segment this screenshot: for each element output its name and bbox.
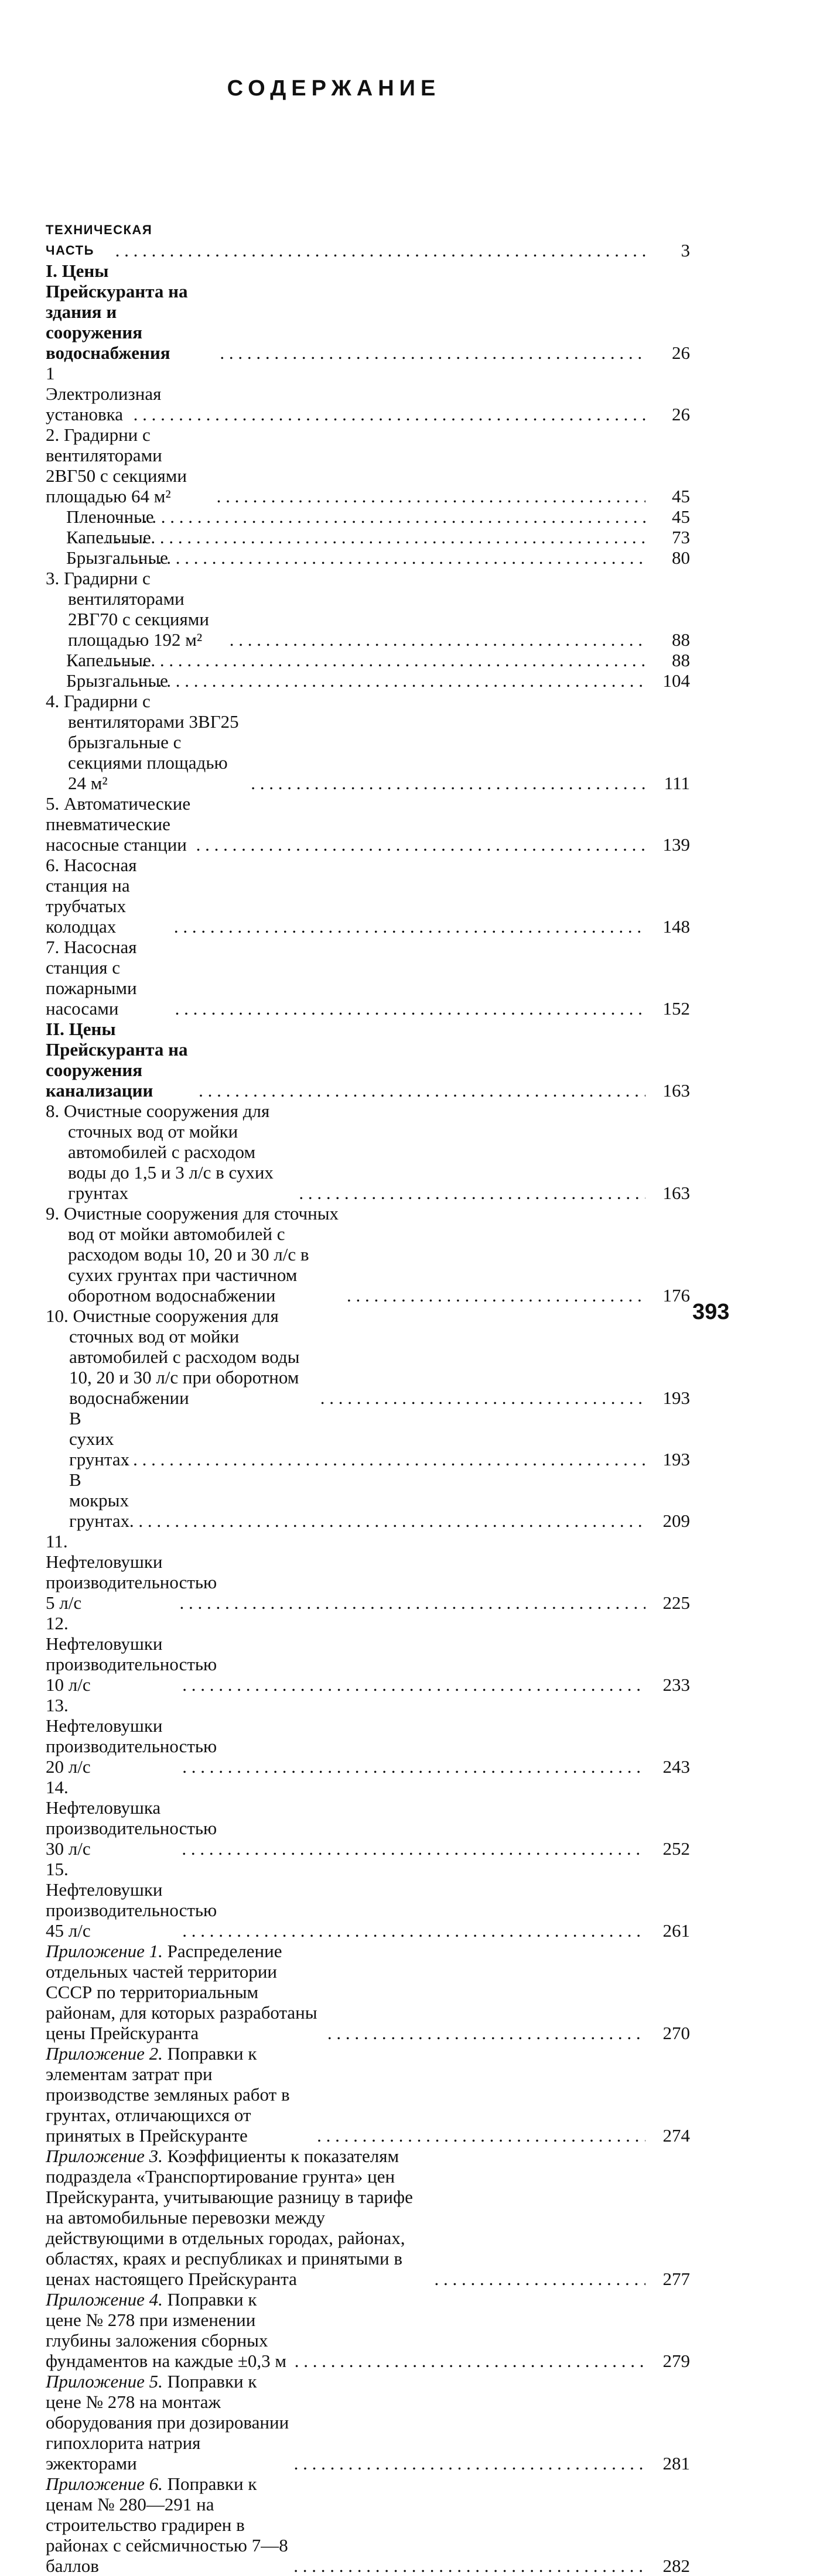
toc-entry-text [66, 506, 154, 527]
toc-entry-text [46, 2474, 290, 2576]
toc-entry-text [46, 1695, 217, 1777]
toc-entry-page: 233 [662, 1674, 690, 1695]
toc-entry-title: ТЕХНИЧЕСКАЯ ЧАСТЬ [46, 222, 153, 258]
toc-entry-title: 8. Очистные сооружения для сточных вод от мойки автомобилей с расходом воды до 1,5 и 3 л/с в сухих грунтах [46, 1101, 274, 1203]
dot-leader [115, 240, 645, 261]
toc-entry [46, 2043, 690, 2146]
toc-entry [46, 547, 690, 568]
toc-entry-page: 45 [672, 506, 690, 527]
toc-entry [46, 1019, 690, 1101]
dot-leader [134, 404, 645, 424]
dot-leader [293, 2556, 645, 2576]
toc-entry [46, 2289, 690, 2371]
toc-entry-page: 209 [662, 1510, 690, 1531]
toc-entry-title: I. Цены Прейскуранта на здания и сооружения водоснабжения [46, 261, 188, 363]
appendix-label: Приложение 3. [46, 2146, 163, 2166]
page-number: 393 [692, 1300, 730, 1324]
toc-entry-title: Капельные [66, 527, 151, 547]
dot-leader [182, 1674, 645, 1695]
toc-entry-title: В мокрых грунтах [69, 1469, 130, 1531]
toc-entry-title: 14. Нефтеловушка производительностью 30 л/с [46, 1777, 217, 1859]
toc-entry-text [46, 793, 193, 855]
toc-entry-title: 13. Нефтеловушки производительностью 20 л/с [46, 1695, 217, 1777]
toc-entry-title: Поправки к цене № 278 при изменении глубины заложения сборных фундаментов на каждые ±0,3 м [46, 2289, 287, 2371]
toc-entry [46, 2146, 690, 2289]
toc-entry-text [69, 1408, 130, 1469]
dot-leader [182, 1920, 645, 1941]
toc-entry-title: Поправки к элементам затрат при производстве земляных работ в грунтах, отличающихся от принятых в Прейскуранте [46, 2043, 290, 2146]
toc-entry-title: Брызгальные [66, 670, 168, 691]
toc-entry-title: 2. Градирни с вентиляторами 2ВГ50 с секциями площадью 64 м² [46, 424, 187, 506]
toc-entry-page: 3 [681, 240, 690, 261]
dot-leader [180, 1592, 645, 1613]
toc-entry-page: 270 [662, 2023, 690, 2043]
toc-entry-title: В сухих грунтах [69, 1408, 130, 1469]
toc-entry-page: 73 [672, 527, 690, 547]
toc-entry-page: 261 [662, 1920, 690, 1941]
toc-entry-page: 281 [662, 2453, 690, 2474]
toc-entry-title: 6. Насосная станция на трубчатых колодцах [46, 855, 137, 937]
toc-entry-text [46, 2146, 431, 2289]
toc-entry-title: 4. Градирни с вентиляторами 3ВГ25 брызгальные с секциями площадью 24 м² [46, 691, 239, 793]
appendix-label: Приложение 2. [46, 2043, 163, 2064]
toc-entry-title: 7. Насосная станция с пожарными насосами [46, 937, 137, 1019]
toc-entry-text [46, 1531, 217, 1613]
toc-entry [46, 1203, 690, 1306]
toc-entry [46, 424, 690, 506]
toc-entry-text [46, 424, 213, 506]
toc-entry-page: 193 [662, 1388, 690, 1408]
dot-leader [435, 2269, 645, 2289]
dot-leader [295, 2351, 645, 2371]
toc-entry-text [66, 670, 168, 691]
appendix-label: Приложение 6. [46, 2474, 163, 2494]
toc-entry [46, 1777, 690, 1859]
toc-entry-text [46, 568, 226, 650]
toc-entry-title: Распределение отдельных частей территории СССР по территориальным районам, для которых разработаны цены Прейскуранта [46, 1941, 317, 2043]
toc-entry [46, 1695, 690, 1777]
dot-leader [199, 1080, 645, 1101]
toc-entry-title: 1 Электролизная установка [46, 363, 162, 424]
toc-entry [46, 1531, 690, 1613]
toc-entry-page: 26 [672, 342, 690, 363]
toc-entry-text [46, 1101, 295, 1203]
dot-leader [317, 2125, 645, 2146]
appendix-label: Приложение 4. [46, 2289, 163, 2310]
toc-entry [46, 1101, 690, 1203]
dot-leader [217, 486, 645, 506]
toc-entry-text [46, 1203, 343, 1306]
toc-entry-text [46, 691, 247, 793]
toc-entry-page: 104 [662, 670, 690, 691]
toc-entry-text [66, 650, 151, 670]
toc-entry-title: 12. Нефтеловушки производительностью 10 л/с [46, 1613, 217, 1695]
toc-entry-page: 279 [662, 2351, 690, 2371]
dot-leader [124, 1449, 645, 1469]
dot-leader [347, 1285, 645, 1306]
dot-leader [112, 670, 645, 691]
toc-entry [46, 527, 690, 547]
toc-entry-title: 3. Градирни с вентиляторами 2ВГ70 с секциями площадью 192 м² [46, 568, 209, 650]
toc-entry-page: 163 [662, 1183, 690, 1203]
dot-leader [175, 998, 645, 1019]
toc-entry-title: Поправки к цене № 278 на монтаж оборудования при дозировании гипохлорита натрия эжекторами [46, 2371, 289, 2474]
dot-leader [196, 834, 645, 855]
toc-entry-page: 277 [662, 2269, 690, 2289]
table-of-contents [46, 220, 690, 2576]
toc-entry-text [46, 1777, 217, 1859]
page-title: СОДЕРЖАНИЕ [227, 76, 441, 101]
toc-entry-text [46, 2289, 291, 2371]
toc-entry [46, 670, 690, 691]
toc-entry-page: 193 [662, 1449, 690, 1469]
toc-entry-title: II. Цены Прейскуранта на сооружения канализации [46, 1019, 188, 1101]
toc-entry-title: 11. Нефтеловушки производительностью 5 л/с [46, 1531, 217, 1613]
toc-entry [46, 793, 690, 855]
toc-entry [46, 1469, 690, 1531]
toc-entry [46, 855, 690, 937]
toc-entry-text [46, 261, 216, 363]
toc-entry-page: 176 [662, 1285, 690, 1306]
toc-entry-page: 243 [662, 1756, 690, 1777]
toc-entry-text [46, 1306, 317, 1408]
toc-entry-text [46, 1859, 217, 1941]
toc-entry-page: 45 [672, 486, 690, 506]
toc-entry-page: 282 [662, 2556, 690, 2576]
toc-entry [46, 2474, 690, 2576]
dot-leader [327, 2023, 645, 2043]
appendix-label: Приложение 1. [46, 1941, 163, 1961]
toc-entry-title: 5. Автоматические пневматические насосные станции [46, 793, 191, 855]
dot-leader [230, 629, 645, 650]
toc-entry-page: 252 [662, 1838, 690, 1859]
dot-leader [129, 1510, 645, 1531]
toc-entry [46, 1859, 690, 1941]
toc-entry [46, 691, 690, 793]
toc-entry-page: 26 [672, 404, 690, 424]
dot-leader [182, 1756, 645, 1777]
toc-entry [46, 1941, 690, 2043]
toc-entry-text [46, 2043, 313, 2146]
toc-entry-page: 111 [664, 773, 690, 793]
toc-entry-text [46, 2371, 291, 2474]
toc-entry-page: 274 [662, 2125, 690, 2146]
dot-leader [174, 916, 645, 937]
toc-entry-title: Коэффициенты к показателям подраздела «Транспортирование грунта» цен Прейскуранта, учитывающие разницу в тарифе на автомобильные перевозки между действующими в отдельных городах, районах, областях, краях и республиках и принятыми в ценах настоящего Прейскуранта [46, 2146, 413, 2289]
dot-leader [294, 2453, 645, 2474]
toc-entry-text [46, 855, 170, 937]
toc-entry [46, 937, 690, 1019]
toc-entry [46, 650, 690, 670]
dot-leader [251, 773, 645, 793]
toc-entry-text [66, 547, 168, 568]
toc-entry [46, 1408, 690, 1469]
toc-entry-text [46, 1941, 324, 2043]
toc-entry [46, 261, 690, 363]
toc-entry-page: 88 [672, 650, 690, 670]
toc-entry-title: 15. Нефтеловушки производительностью 45 л/с [46, 1859, 217, 1941]
toc-entry-page: 139 [662, 834, 690, 855]
toc-entry-text [46, 1019, 195, 1101]
toc-entry-title: Капельные [66, 650, 151, 670]
toc-entry [46, 1613, 690, 1695]
dot-leader [320, 1388, 645, 1408]
toc-entry-text [46, 1613, 217, 1695]
appendix-label: Приложение 5. [46, 2371, 163, 2392]
toc-entry-text [69, 1469, 130, 1531]
toc-entry-title: 9. Очистные сооружения для сточных вод от мойки автомобилей с расходом воды 10, 20 и 30 л/с в сухих грунтах при частичном оборотном водоснабжении [46, 1203, 339, 1306]
toc-entry-text [46, 363, 162, 424]
dot-leader [182, 1838, 645, 1859]
toc-entry-title: Пленочные [66, 506, 154, 527]
toc-entry-text [46, 220, 153, 261]
toc-entry-page: 152 [662, 998, 690, 1019]
dot-leader [105, 527, 645, 547]
dot-leader [107, 506, 645, 527]
toc-entry-title: Брызгальные [66, 547, 168, 568]
toc-entry-page: 148 [662, 916, 690, 937]
toc-entry-text [46, 937, 172, 1019]
toc-entry [46, 506, 690, 527]
toc-entry [46, 363, 690, 424]
toc-entry-page: 80 [672, 547, 690, 568]
toc-entry [46, 1306, 690, 1408]
dot-leader [105, 650, 645, 670]
dot-leader [112, 547, 645, 568]
toc-entry-text [66, 527, 151, 547]
toc-entry [46, 568, 690, 650]
toc-entry-title: 10. Очистные сооружения для сточных вод от мойки автомобилей с расходом воды 10, 20 и 30 л/с при оборотном водоснабжении [46, 1306, 300, 1408]
toc-entry [46, 220, 690, 261]
toc-entry-page: 163 [662, 1080, 690, 1101]
toc-entry-page: 88 [672, 629, 690, 650]
dot-leader [220, 342, 645, 363]
toc-entry-page: 225 [662, 1592, 690, 1613]
toc-entry [46, 2371, 690, 2474]
dot-leader [299, 1183, 645, 1203]
toc-entry-title: Поправки к ценам № 280—291 на строительство градирен в районах с сейсмичностью 7—8 баллов [46, 2474, 288, 2576]
